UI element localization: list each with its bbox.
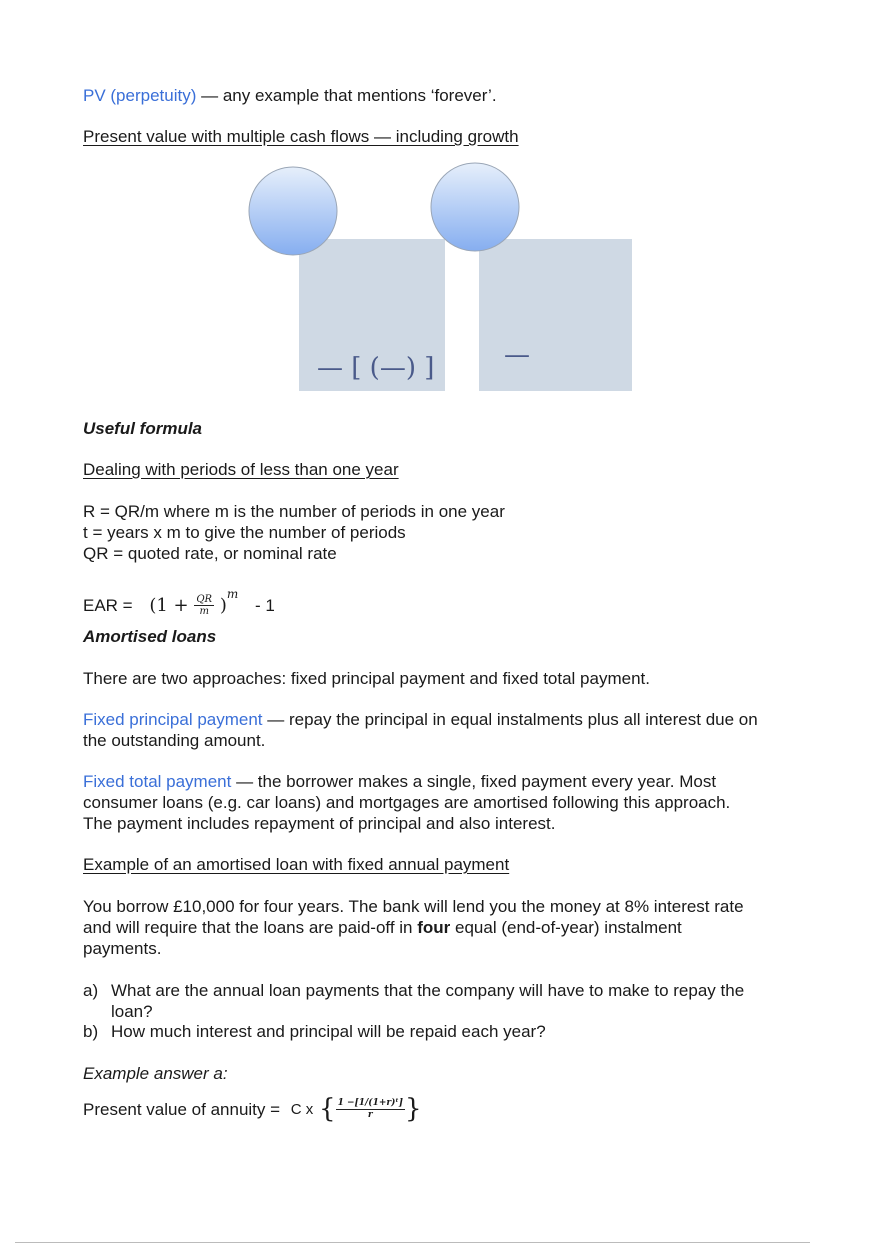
fixed-principal-line2: the outstanding amount. — [83, 731, 266, 750]
pva-label: Present value of annuity = — [83, 1100, 281, 1120]
question-a-text: What are the annual loan payments that the company will have to make to repay the — [111, 981, 745, 1000]
fixed-principal-desc: — repay the principal in equal instalments plus all interest due on — [262, 710, 758, 729]
pva-brace-close: } — [404, 1094, 422, 1125]
example-line2-post: equal (end-of-year) instalment — [450, 918, 682, 937]
ear-exponent: m — [226, 587, 239, 601]
diagram-graphic — [207, 155, 667, 405]
pva-c: C x — [290, 1101, 314, 1119]
fixed-principal-term: Fixed principal payment — [83, 710, 263, 729]
example-line2-bold: four — [417, 918, 451, 937]
fixed-total-line1 — [83, 771, 716, 792]
pv-growth-diagram — [207, 155, 667, 405]
fixed-total-line3: The payment includes repayment of principal and also interest. — [83, 814, 556, 833]
fixed-total-term: Fixed total payment — [83, 772, 232, 791]
perpetuity-text: — any example that mentions ‘forever’. — [196, 86, 497, 105]
ear-close: ) — [219, 595, 227, 617]
diagram-circle-left — [249, 167, 337, 255]
question-a-cont: loan? — [111, 1002, 153, 1021]
pva-numerator: 1 −[1/(1+r)ᵗ] — [337, 1098, 403, 1109]
question-a-marker: a) — [83, 981, 99, 1000]
multi-cashflow-heading: Present value with multiple cash flows — including growth — [83, 127, 519, 146]
approaches-text: There are two approaches: fixed principal payment and fixed total payment. — [83, 669, 650, 688]
pva-denominator: r — [367, 1110, 373, 1121]
pva-formula — [83, 1094, 422, 1130]
pva-fraction — [336, 1098, 405, 1121]
ear-denominator: m — [199, 606, 209, 618]
question-b — [83, 1021, 546, 1042]
periods-heading: Dealing with periods of less than one year — [83, 460, 399, 479]
perpetuity-line — [83, 85, 497, 106]
periods-line-r: R = QR/m where m is the number of periods in one year — [83, 502, 505, 521]
question-b-text: How much interest and principal will be repaid each year? — [111, 1022, 546, 1041]
diagram-box-right — [479, 239, 632, 391]
footer-rule — [15, 1242, 810, 1243]
pva-brace-open: { — [319, 1094, 336, 1125]
ear-fraction — [194, 594, 214, 617]
fixed-total-line2: consumer loans (e.g. car loans) and mortgages are amortised following this approach. — [83, 793, 731, 812]
example-line2-pre: and will require that the loans are paid-off in — [83, 918, 418, 937]
ear-label: EAR = — [83, 596, 133, 616]
example-line3: payments. — [83, 939, 162, 958]
fixed-total-desc: — the borrower makes a single, fixed payment every year. Most — [231, 772, 717, 791]
ear-numerator: QR — [196, 594, 213, 606]
useful-formula-heading: Useful formula — [83, 419, 203, 438]
footer-rule-tail — [796, 1242, 810, 1243]
ear-tail: - 1 — [254, 596, 275, 616]
perpetuity-term: PV (perpetuity) — [83, 86, 197, 105]
ear-open: (1 + — [149, 595, 189, 617]
diagram-formula-right: — — [504, 340, 530, 370]
example-answer-heading: Example answer a: — [83, 1064, 228, 1083]
ear-formula — [83, 584, 275, 618]
example-line1: You borrow £10,000 for four years. The bank will lend you the money at 8% interest rate — [83, 897, 744, 916]
periods-line-qr: QR = quoted rate, or nominal rate — [83, 544, 337, 563]
example-heading: Example of an amortised loan with fixed annual payment — [83, 855, 510, 874]
diagram-formula-left: — [ (—) ] — [317, 353, 435, 383]
example-line2 — [83, 917, 682, 938]
diagram-circle-right — [431, 163, 519, 251]
periods-line-t: t = years x m to give the number of periods — [83, 523, 406, 542]
question-a — [83, 980, 744, 1001]
fixed-principal-line1 — [83, 709, 758, 730]
amortised-heading: Amortised loans — [83, 627, 217, 646]
question-b-marker: b) — [83, 1022, 99, 1041]
